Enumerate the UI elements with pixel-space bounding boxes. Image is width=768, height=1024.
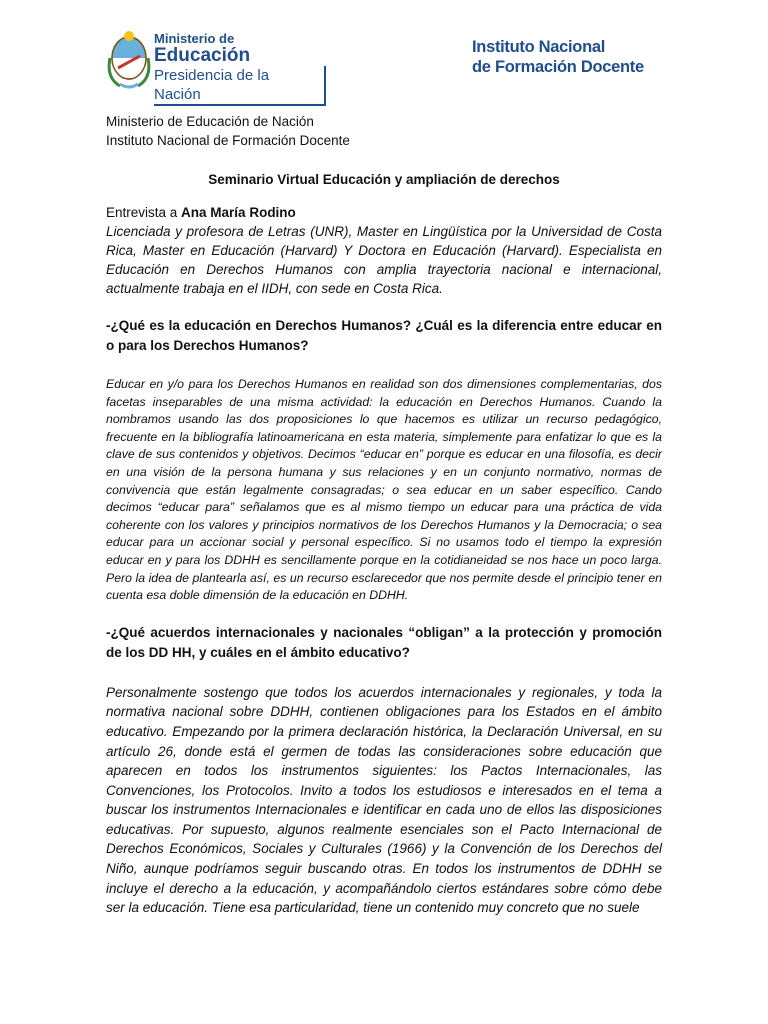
ministry-wordmark [154,32,326,106]
ministry-logo [106,26,326,103]
interview-prefix: Entrevista a [106,205,182,220]
institute-line-2: de Formación Docente [472,58,644,76]
interviewee-bio: Licenciada y profesora de Letras (UNR), Master en Lingüística por la Universidad de Costa Rica, Master en Educación (Harvard) Y Doctora en Educación (Harvard). Especialista en Educación en Derechos Humanos con amplia trayectoria nacional e internacional, actualmente trabaja en el IIDH, con sede en Costa Rica. [106,224,662,296]
ministry-line-1: Ministerio de [154,31,235,46]
ministry-line-3: Presidencia de la Nación [154,66,326,106]
org-line-1: Ministerio de Educación de Nación [106,114,314,129]
ministry-line-2: Educación [154,45,251,66]
org-heading [106,112,662,150]
document-title: Seminario Virtual Educación y ampliación de derechos [208,172,560,187]
institute-logo [472,37,644,77]
interview-line [106,203,662,222]
document-body [106,112,662,918]
answer-1: Educar en y/o para los Derechos Humanos en realidad son dos dimensiones complementarias, dos facetas inseparables de una misma actividad: la educación en Derechos Humanos. Cuando la nombramos usando las dos proposiciones lo que hacemos es utilizar un recurso pedagógico, frecuente en la bibliografía latinoamericana en esta materia, simplemente para enfatizar lo que es la clave de sus contenidos y objetivos. Decimos “educar en” porque es educar en una filosofía, es decir en una visión de la persona humana y sus relaciones y en un conjunto normativo, normas de convivencia que están legalmente consagradas; o sea educar en un saber específico. Cando decimos “educar para” señalamos que es al mismo tiempo un educar para una práctica de vida coherente con los valores y principios normativos de los Derechos Humanos y la Democracia; o sea educar para un accionar social y personal específico. Si no usamos todo el tiempo la expresión educar en y para los DDHH es sencillamente porque en la cotidianeidad se nos hace un poco larga. Pero la idea de plantearla así, es un recurso esclarecedor que nos permite desde el principio tener en cuenta esa doble dimensión de la educación en DDHH. [106,377,662,603]
question-1: -¿Qué es la educación en Derechos Humanos? ¿Cuál es la diferencia entre educar en o para los Derechos Humanos? [106,318,662,353]
page-header [0,0,768,103]
org-line-2: Instituto Nacional de Formación Docente [106,133,350,148]
answer-2: Personalmente sostengo que todos los acuerdos internacionales y regionales, y toda la normativa nacional sobre DDHH, contienen obligaciones para los Estados en el ámbito educativo. Empezando por la primera declaración histórica, la Declaración Universal, en su artículo 26, donde está el germen de todas las consideraciones sobre educación que aparecen en todos los instrumentos siguientes: los Pactos Internacionales, las Convenciones, los Protocolos. Invito a todos los estudiosos e interesados en el tema a buscar los instrumentos Internacionales e identificar en cada uno de ellos las disposiciones educativas. Por supuesto, algunos realmente esenciales son el Pacto Internacional de Derechos Económicos, Sociales y Culturales (1966) y la Convención de los Derechos del Niño, aunque podríamos seguir buscando otras. En todos los instrumentos de DDHH se incluye el derecho a la educación, y acompañándolo ciertos estándares sobre cómo debe ser la educación. Tiene esa particularidad, tiene un contenido muy concreto que no suele [106,684,662,916]
question-2: -¿Qué acuerdos internacionales y nacionales “obligan” a la protección y promoción de los DD HH, y cuáles en el ámbito educativo? [106,624,662,660]
interviewee-name: Ana María Rodino [181,205,296,220]
institute-line-1: Instituto Nacional [472,38,606,56]
argentina-crest-icon [106,28,152,92]
